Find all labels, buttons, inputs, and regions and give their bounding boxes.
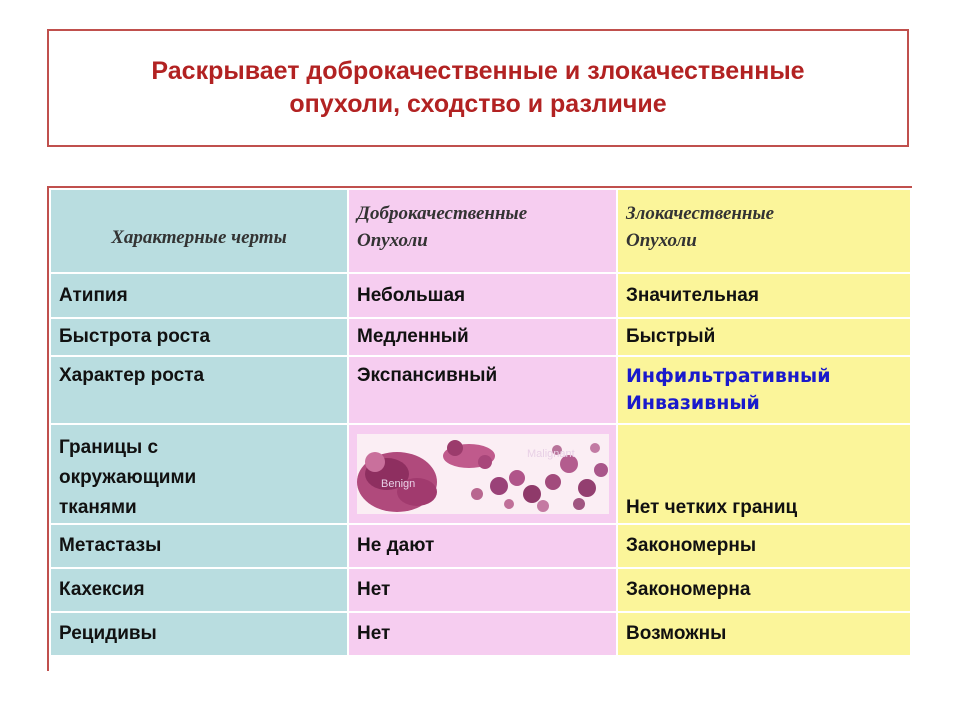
benign-cell: Нет: [348, 568, 617, 612]
header-malignant: Злокачественные Опухоли: [617, 189, 911, 273]
benign-cell: Экспансивный: [348, 356, 617, 424]
benign-cell: Не дают: [348, 524, 617, 568]
feature-cell: Кахексия: [50, 568, 348, 612]
slide-title: [151, 55, 804, 121]
title-line-2: опухоли, сходство и различие: [289, 90, 667, 118]
benign-cell: Небольшая: [348, 273, 617, 318]
malignant-cell-highlight: Инфильтративный Инвазивный: [617, 356, 911, 424]
table-row: [50, 612, 911, 656]
empty-cell: [50, 656, 348, 674]
table-row: [50, 318, 911, 356]
table-row: [50, 273, 911, 318]
malignant-cell: Значительная: [617, 273, 911, 318]
empty-cell: [617, 656, 911, 674]
benign-image-label: Benign: [381, 478, 416, 490]
malignant-cell: Закономерны: [617, 524, 911, 568]
micrograph-image: [357, 434, 609, 514]
header-benign: Доброкачественные Опухоли: [348, 189, 617, 273]
malignant-cell: Возможны: [617, 612, 911, 656]
feature-cell: Границы с окружающими тканями: [50, 424, 348, 524]
malignant-image-label: Malignant: [527, 448, 575, 460]
header-features: Характерные черты: [50, 189, 348, 273]
title-line-1: Раскрывает доброкачественные и злокачественные: [151, 57, 805, 85]
malignant-cell: Быстрый: [617, 318, 911, 356]
table-row: [50, 568, 911, 612]
table-header-row: [50, 189, 911, 273]
feature-cell: Рецидивы: [50, 612, 348, 656]
feature-cell: Характер роста: [50, 356, 348, 424]
feature-cell: Метастазы: [50, 524, 348, 568]
benign-image-cell: [348, 424, 617, 524]
title-box: [47, 29, 909, 147]
malignant-cell: Закономерна: [617, 568, 911, 612]
benign-cell: Нет: [348, 612, 617, 656]
feature-cell: Быстрота роста: [50, 318, 348, 356]
malignant-cell: Нет четких границ: [617, 424, 911, 524]
table-row-empty: [50, 656, 911, 674]
table-row: [50, 524, 911, 568]
benign-cell: Медленный: [348, 318, 617, 356]
table-row: [50, 424, 911, 524]
comparison-table: [47, 186, 912, 671]
feature-cell: Атипия: [50, 273, 348, 318]
empty-cell: [348, 656, 617, 674]
micrograph-svg: [357, 434, 609, 514]
table-row: [50, 356, 911, 424]
